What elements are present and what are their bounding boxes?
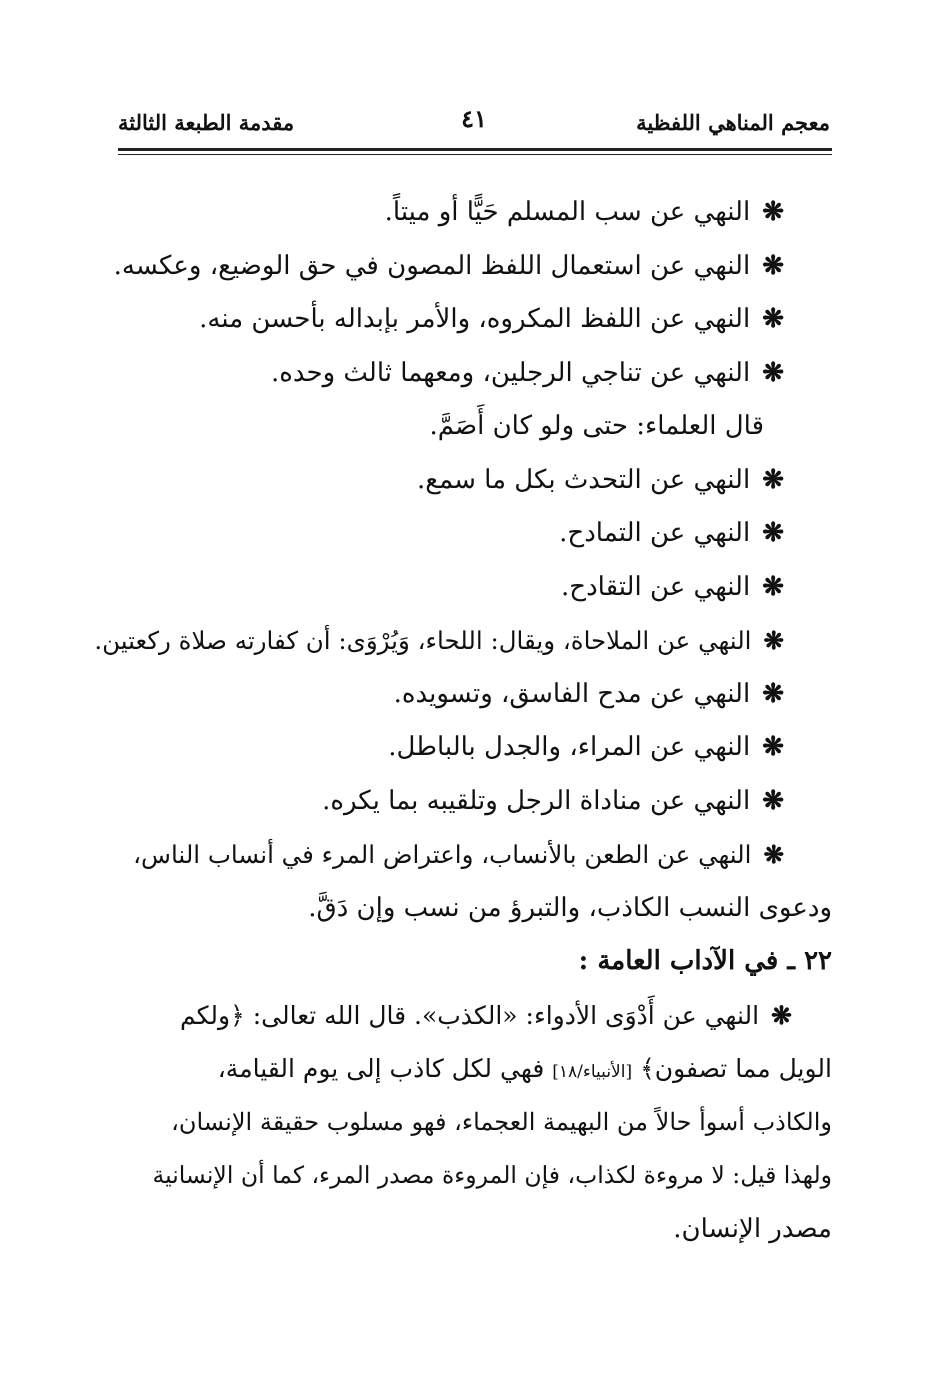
bullet-icon: ❋ <box>762 732 784 762</box>
paragraph-line <box>118 1096 832 1150</box>
list-item <box>118 721 832 775</box>
paragraph-text: مصدر الإنسان. <box>673 1213 832 1244</box>
list-item <box>118 293 832 347</box>
section-heading-text: ٢٢ ـ في الآداب العامة : <box>578 946 832 976</box>
bullet-icon: ❋ <box>762 357 784 388</box>
paragraph-text: والكاذب أسوأ حالاً من البهيمة العجماء، فهو مسلوب حقيقة الإنسان، <box>171 1107 832 1136</box>
bullet-icon: ❋ <box>762 464 784 495</box>
list-item-text: ودعوى النسب الكاذب، والتبرؤ من نسب وإن دَقَّ. <box>308 892 832 923</box>
page-text <box>94 186 832 1256</box>
list-item-continuation <box>118 882 832 936</box>
list-item <box>94 614 832 668</box>
paragraph-text: النهي عن أَدْوَى الأدواء: «الكذب». قال الله تعالى: ﴿ولكم <box>179 1000 760 1030</box>
list-item-text: النهي عن التقادح. <box>561 571 751 602</box>
bullet-icon: ❋ <box>762 571 784 602</box>
header-page-number: ٤١ <box>461 104 487 133</box>
list-item-text: النهي عن تناجي الرجلين، ومعهما ثالث وحده. <box>270 357 751 388</box>
header-section-title: مقدمة الطبعة الثالثة <box>118 110 295 135</box>
paragraph-line <box>118 1042 832 1096</box>
list-item-text: النهي عن مناداة الرجل وتلقيبه بما يكره. <box>322 785 751 816</box>
list-item-text: النهي عن التحدث بكل ما سمع. <box>416 464 751 495</box>
list-item <box>118 347 832 401</box>
paragraph-line <box>118 1203 832 1257</box>
list-item <box>118 507 832 561</box>
paragraph-text: ولهذا قيل: لا مروءة لكذاب، فإن المروءة مصدر المرء، كما أن الإنسانية <box>152 1161 832 1189</box>
bullet-icon: ❋ <box>763 626 784 655</box>
list-item-text: النهي عن الملاحاة، ويقال: اللحاء، وَيُرْوَى: أن كفارته صلاة ركعتين. <box>94 626 752 655</box>
list-item-text: النهي عن اللفظ المكروه، والأمر بإبداله بأحسن منه. <box>199 304 751 334</box>
header-rule-thick <box>118 148 832 151</box>
paragraph-line <box>118 1149 832 1203</box>
list-item <box>118 828 832 882</box>
list-item-text: النهي عن مدح الفاسق، وتسويده. <box>393 678 751 709</box>
list-item <box>118 775 832 829</box>
list-item <box>118 668 832 722</box>
list-item <box>113 240 832 294</box>
bullet-icon: ❋ <box>762 678 784 709</box>
list-item-text: النهي عن المراء، والجدل بالباطل. <box>388 732 751 762</box>
list-item <box>118 561 832 615</box>
running-header <box>118 104 830 144</box>
bullet-icon: ❋ <box>762 250 784 281</box>
section-heading <box>118 935 832 989</box>
scholars-note <box>118 400 832 454</box>
header-book-title: معجم المناهي اللفظية <box>636 110 830 135</box>
paragraph-line <box>118 989 832 1043</box>
bullet-icon: ❋ <box>771 1000 792 1030</box>
bullet-icon: ❋ <box>762 304 784 334</box>
list-item <box>118 454 832 508</box>
bullet-icon: ❋ <box>762 197 784 227</box>
verse-reference: [الأنبياء/١٨] <box>552 1062 633 1082</box>
list-item-text: النهي عن التمادح. <box>559 518 751 548</box>
list-item-text: النهي عن سب المسلم حَيًّا أو ميتاً. <box>384 197 751 227</box>
paragraph-text: الويل مما تصفون﴾ <box>640 1054 832 1083</box>
list-item <box>118 186 832 240</box>
bullet-icon: ❋ <box>763 840 784 869</box>
paragraph-text: فهي لكل كاذب إلى يوم القيامة، <box>217 1054 545 1083</box>
list-item-text: النهي عن الطعن بالأنساب، واعتراض المرء في أنساب الناس، <box>133 840 752 869</box>
scholars-note-text: قال العلماء: حتى ولو كان أَصَمَّ. <box>429 411 764 441</box>
header-rule-thin <box>118 154 832 155</box>
bullet-icon: ❋ <box>762 785 784 816</box>
bullet-icon: ❋ <box>762 518 784 548</box>
list-item-text: النهي عن استعمال اللفظ المصون في حق الوضيع، وعكسه. <box>113 250 751 281</box>
